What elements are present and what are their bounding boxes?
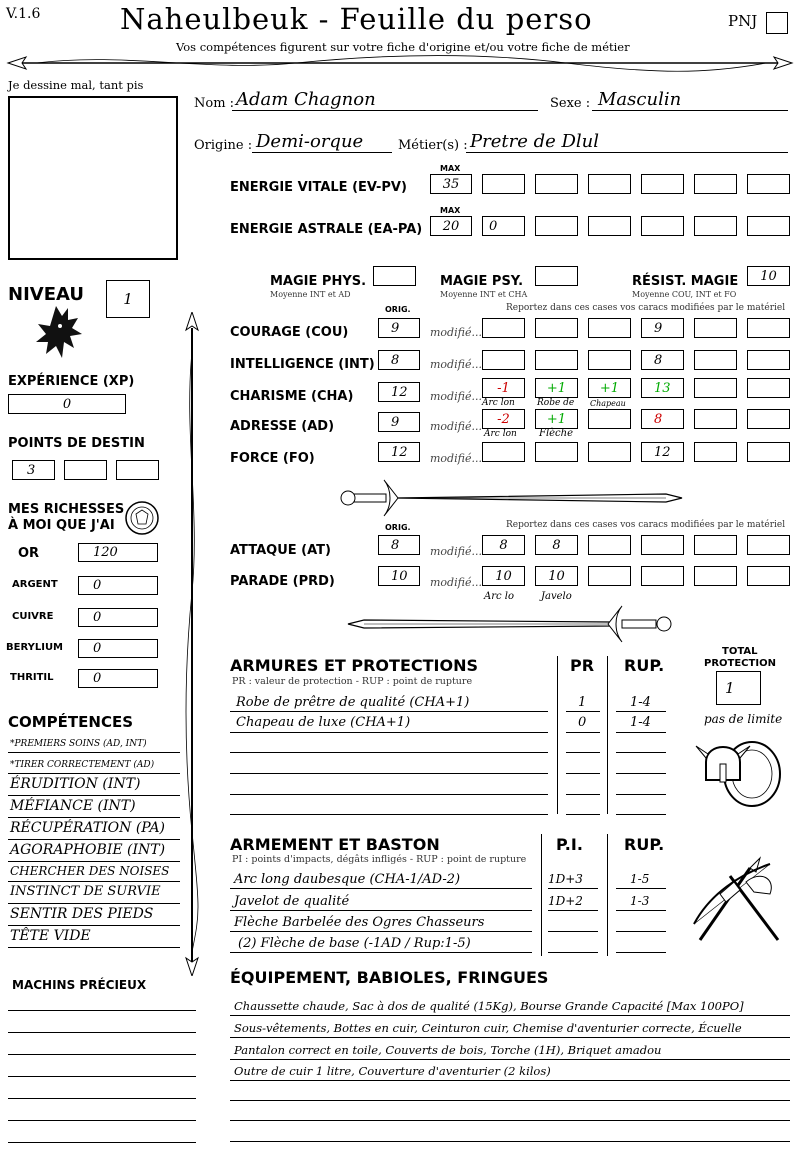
carac-mod-ad[interactable]: 8 xyxy=(641,409,684,429)
carac-mod-ad[interactable]: -2 xyxy=(482,409,525,429)
origine-label: Origine : xyxy=(194,138,253,153)
carac-mod-int[interactable] xyxy=(482,350,525,370)
carac-mod-cha[interactable]: +1 xyxy=(535,378,578,398)
destin-2[interactable] xyxy=(64,460,107,480)
thritil-value[interactable]: 0 xyxy=(78,669,158,688)
armor-name[interactable]: Chapeau de luxe (CHA+1) xyxy=(236,715,411,730)
carac-label-fo: FORCE (FO) xyxy=(230,451,315,466)
weapon-name[interactable]: Javelot de qualité xyxy=(234,894,350,909)
carac-mod-fo[interactable] xyxy=(588,442,631,462)
carac-mod-int[interactable] xyxy=(535,350,578,370)
cuivre-value[interactable]: 0 xyxy=(78,608,158,627)
portrait-box[interactable] xyxy=(8,96,178,260)
crossed-weapons-icon xyxy=(690,854,790,950)
orig-label: ORIG. xyxy=(385,305,411,314)
combat-orig-prd[interactable]: 10 xyxy=(378,566,420,586)
carac-orig-cou[interactable]: 9 xyxy=(378,318,420,338)
skill-item: *TIRER CORRECTEMENT (AD) xyxy=(10,760,155,770)
skill-item: CHERCHER DES NOISES xyxy=(10,864,170,878)
argent-label: ARGENT xyxy=(12,579,58,590)
max-label-ea: MAX xyxy=(440,206,461,215)
carac-mod-fo[interactable] xyxy=(535,442,578,462)
pnj-label: PNJ xyxy=(728,12,758,30)
carac-label-cou: COURAGE (COU) xyxy=(230,325,349,340)
magie-psy-value[interactable] xyxy=(535,266,578,286)
modifie-label: modifié... xyxy=(430,576,482,589)
resist-sub: Moyenne COU, INT et FO xyxy=(632,290,737,299)
skill-item: SENTIR DES PIEDS xyxy=(10,906,154,922)
or-label: OR xyxy=(18,546,40,561)
combat-note: Reportez dans ces cases vos caracs modifiées par le matériel xyxy=(506,520,786,530)
ea-label: ENERGIE ASTRALE (EA-PA) xyxy=(230,222,423,237)
carac-mod-cou[interactable] xyxy=(694,318,737,338)
modifie-label: modifié... xyxy=(430,390,482,403)
xp-label: EXPÉRIENCE (XP) xyxy=(8,374,135,389)
equipment-line[interactable]: Chaussette chaude, Sac à dos de qualité (15Kg), Bourse Grande Capacité [Max 100PO] xyxy=(234,999,744,1013)
ev-track-5[interactable] xyxy=(694,174,737,194)
ea-track-6[interactable] xyxy=(747,216,790,236)
ev-track-3[interactable] xyxy=(588,174,631,194)
portrait-caption: Je dessine mal, tant pis xyxy=(8,78,144,92)
combat-mod-at[interactable] xyxy=(588,535,631,555)
combat-mod-prd[interactable] xyxy=(747,566,790,586)
niveau-label: NIVEAU xyxy=(8,284,84,305)
skill-item: INSTINCT DE SURVIE xyxy=(10,884,161,899)
carac-orig-int[interactable]: 8 xyxy=(378,350,420,370)
niveau-value[interactable]: 1 xyxy=(106,280,150,318)
combat-mod-prd[interactable]: 10 xyxy=(482,566,525,586)
equipment-title: ÉQUIPEMENT, BABIOLES, FRINGUES xyxy=(230,968,549,987)
combat-label-prd: PARADE (PRD) xyxy=(230,574,335,589)
carac-mod-cou[interactable] xyxy=(535,318,578,338)
armor-rup[interactable]: 1-4 xyxy=(630,715,651,730)
weapon-rup[interactable]: 1-5 xyxy=(630,872,650,886)
equipment-line-empty[interactable] xyxy=(230,1100,790,1101)
combat-mod-at[interactable] xyxy=(694,535,737,555)
weapons-subtitle: PI : points d'impacts, dégâts infligés - RUP : point de rupture xyxy=(232,854,527,865)
combat-mod-prd[interactable] xyxy=(588,566,631,586)
combat-orig-at[interactable]: 8 xyxy=(378,535,420,555)
armor-subtitle: PR : valeur de protection - RUP : point de rupture xyxy=(232,676,473,687)
argent-value[interactable]: 0 xyxy=(78,576,158,595)
carac-orig-fo[interactable]: 12 xyxy=(378,442,420,462)
carac-caption: Arc lon xyxy=(484,429,517,439)
metier-label: Métier(s) : xyxy=(398,138,468,153)
equipment-line-empty[interactable] xyxy=(230,1120,790,1121)
weapons-col-rup: RUP. xyxy=(624,835,665,854)
carac-mod-ad[interactable] xyxy=(588,409,631,429)
version-label: V.1.6 xyxy=(6,6,41,22)
armor-title: ARMURES ET PROTECTIONS xyxy=(230,656,478,675)
carac-mod-cha[interactable]: +1 xyxy=(588,378,631,398)
carac-label-cha: CHARISME (CHA) xyxy=(230,389,354,404)
modifie-label: modifié... xyxy=(430,420,482,433)
equipment-line[interactable]: Outre de cuir 1 litre, Couverture d'aventurier (2 kilos) xyxy=(234,1064,551,1078)
equipment-line[interactable]: Sous-vêtements, Bottes en cuir, Ceinturon cuir, Chemise d'aventurier correcte, Écuelle xyxy=(234,1021,742,1035)
combat-mod-prd[interactable] xyxy=(641,566,684,586)
total-label-2: PROTECTION xyxy=(704,658,776,669)
magie-phys-label: MAGIE PHYS. xyxy=(270,274,367,289)
resist-label: RÉSIST. MAGIE xyxy=(632,274,739,289)
combat-mod-prd[interactable] xyxy=(694,566,737,586)
cuivre-label: CUIVRE xyxy=(12,611,54,622)
weapon-name[interactable]: Arc long daubesque (CHA-1/AD-2) xyxy=(234,872,461,887)
combat-mod-at[interactable] xyxy=(747,535,790,555)
weapon-name[interactable]: Flèche Barbelée des Ogres Chasseurs xyxy=(234,915,485,930)
armor-col-rup: RUP. xyxy=(624,656,665,675)
carac-orig-ad[interactable]: 9 xyxy=(378,412,420,432)
carac-mod-cou[interactable] xyxy=(482,318,525,338)
weapon-pi[interactable]: 1D+3 xyxy=(548,872,583,886)
equipment-line[interactable]: Pantalon correct en toile, Couverts de bois, Torche (1H), Briquet amadou xyxy=(234,1043,662,1057)
sexe-value[interactable]: Masculin xyxy=(598,89,682,110)
metier-value[interactable]: Pretre de Dlul xyxy=(470,131,600,152)
origine-value[interactable]: Demi-orque xyxy=(256,131,364,152)
total-label-1: TOTAL xyxy=(722,646,758,657)
ev-max[interactable]: 35 xyxy=(430,174,472,194)
ev-track-4[interactable] xyxy=(641,174,684,194)
magie-psy-label: MAGIE PSY. xyxy=(440,274,524,289)
carac-mod-int[interactable] xyxy=(588,350,631,370)
berylium-value[interactable]: 0 xyxy=(78,639,158,658)
ea-track-5[interactable] xyxy=(694,216,737,236)
combat-orig-label: ORIG. xyxy=(385,523,411,532)
carac-mod-fo[interactable] xyxy=(482,442,525,462)
ev-track-1[interactable] xyxy=(482,174,525,194)
carac-mod-fo[interactable] xyxy=(747,442,790,462)
ev-track-6[interactable] xyxy=(747,174,790,194)
magie-psy-sub: Moyenne INT et CHA xyxy=(440,290,528,299)
modifie-label: modifié... xyxy=(430,358,482,371)
sword-icon xyxy=(340,604,680,644)
carac-mod-cou[interactable]: 9 xyxy=(641,318,684,338)
precious-title: MACHINS PRÉCIEUX xyxy=(12,978,147,992)
combat-caption: Javelo xyxy=(541,591,572,602)
berylium-label: BERYLIUM xyxy=(6,642,64,653)
weapons-col-pi: P.I. xyxy=(556,835,583,854)
nom-value[interactable]: Adam Chagnon xyxy=(236,89,376,110)
helmet-shield-icon xyxy=(694,728,786,810)
ea-track-4[interactable] xyxy=(641,216,684,236)
combat-caption: Arc lo xyxy=(484,591,514,602)
wealth-title-2: À MOI QUE J'AI xyxy=(8,518,115,533)
carac-mod-ad[interactable] xyxy=(694,409,737,429)
sword-icon xyxy=(336,476,686,520)
carac-caption: Chapeau xyxy=(590,399,626,408)
skill-item: AGORAPHOBIE (INT) xyxy=(10,842,166,858)
armor-rup[interactable]: 1-4 xyxy=(630,695,651,710)
combat-mod-at[interactable]: 8 xyxy=(535,535,578,555)
carac-mod-cha[interactable]: -1 xyxy=(482,378,525,398)
modifie-label: modifié... xyxy=(430,452,482,465)
carac-label-int: INTELLIGENCE (INT) xyxy=(230,357,375,372)
ea-track-3[interactable] xyxy=(588,216,631,236)
magie-phys-sub: Moyenne INT et AD xyxy=(270,290,351,299)
total-protection[interactable]: 1 xyxy=(716,671,761,705)
pnj-checkbox[interactable] xyxy=(766,12,788,34)
skill-item: *PREMIERS SOINS (AD, INT) xyxy=(10,739,147,749)
modifie-label: modifié... xyxy=(430,326,482,339)
thritil-label: THRITIL xyxy=(10,672,54,683)
armor-pr[interactable]: 0 xyxy=(578,715,587,730)
ev-track-2[interactable] xyxy=(535,174,578,194)
wealth-title-1: MES RICHESSES xyxy=(8,502,125,517)
combat-mod-prd[interactable]: 10 xyxy=(535,566,578,586)
page-title: Naheulbeuk - Feuille du perso xyxy=(120,2,593,36)
armor-col-pr: PR xyxy=(570,656,595,675)
xp-value[interactable]: 0 xyxy=(8,394,126,414)
carac-mod-ad[interactable]: +1 xyxy=(535,409,578,429)
skill-item: TÊTE VIDE xyxy=(10,928,91,944)
vertical-spear-ornament xyxy=(182,312,202,976)
max-label-ev: MAX xyxy=(440,164,461,173)
carac-mod-cou[interactable] xyxy=(588,318,631,338)
carac-mod-cha[interactable] xyxy=(694,378,737,398)
ea-current[interactable]: 0 xyxy=(482,216,525,236)
combat-mod-at[interactable] xyxy=(641,535,684,555)
carac-orig-cha[interactable]: 12 xyxy=(378,382,420,402)
carac-mod-fo[interactable]: 12 xyxy=(641,442,684,462)
sexe-label: Sexe : xyxy=(550,96,591,111)
coin-icon xyxy=(124,500,160,536)
spear-ornament xyxy=(6,52,794,74)
destin-1[interactable]: 3 xyxy=(12,460,55,480)
modifie-label: modifié... xyxy=(430,545,482,558)
carac-mod-int[interactable]: 8 xyxy=(641,350,684,370)
weapon-rup[interactable]: 1-3 xyxy=(630,894,650,908)
ev-label: ENERGIE VITALE (EV-PV) xyxy=(230,180,407,195)
carac-mod-cha[interactable]: 13 xyxy=(641,378,684,398)
ea-max[interactable]: 20 xyxy=(430,216,472,236)
resist-value[interactable]: 10 xyxy=(747,266,790,286)
armor-name[interactable]: Robe de prêtre de qualité (CHA+1) xyxy=(236,695,470,710)
skill-item: MÉFIANCE (INT) xyxy=(10,798,136,814)
carac-mod-int[interactable] xyxy=(747,350,790,370)
ea-track-2[interactable] xyxy=(535,216,578,236)
carac-mod-cou[interactable] xyxy=(747,318,790,338)
carac-mod-cha[interactable] xyxy=(747,378,790,398)
carac-caption: Robe de xyxy=(537,398,575,408)
or-value[interactable]: 120 xyxy=(78,543,158,562)
carac-mod-fo[interactable] xyxy=(694,442,737,462)
magie-phys-value[interactable] xyxy=(373,266,416,286)
skill-item: RÉCUPÉRATION (PA) xyxy=(10,820,166,836)
weapon-pi[interactable]: 1D+2 xyxy=(548,894,583,908)
carac-label-ad: ADRESSE (AD) xyxy=(230,419,335,434)
destin-label: POINTS DE DESTIN xyxy=(8,436,145,451)
skill-item: ÉRUDITION (INT) xyxy=(10,776,141,792)
combat-label-at: ATTAQUE (AT) xyxy=(230,543,331,558)
carac-mod-int[interactable] xyxy=(694,350,737,370)
carac-caption: Flèche xyxy=(539,428,574,439)
weapon-name[interactable]: (2) Flèche de base (-1AD / Rup:1-5) xyxy=(238,936,471,951)
armor-pr[interactable]: 1 xyxy=(578,695,587,710)
destin-3[interactable] xyxy=(116,460,159,480)
weapons-title: ARMEMENT ET BASTON xyxy=(230,835,440,854)
combat-mod-at[interactable]: 8 xyxy=(482,535,525,555)
carac-mod-ad[interactable] xyxy=(747,409,790,429)
skills-title: COMPÉTENCES xyxy=(8,713,134,731)
page-subtitle: Vos compétences figurent sur votre fiche d'origine et/ou votre fiche de métier xyxy=(176,40,630,54)
no-limit-label: pas de limite xyxy=(704,712,783,726)
equipment-line-empty[interactable] xyxy=(230,1141,790,1142)
carac-caption: Arc lon xyxy=(482,398,515,408)
nom-label: Nom : xyxy=(194,96,235,111)
caracs-note: Reportez dans ces cases vos caracs modifiées par le matériel xyxy=(506,303,786,313)
dragon-icon xyxy=(34,302,84,364)
